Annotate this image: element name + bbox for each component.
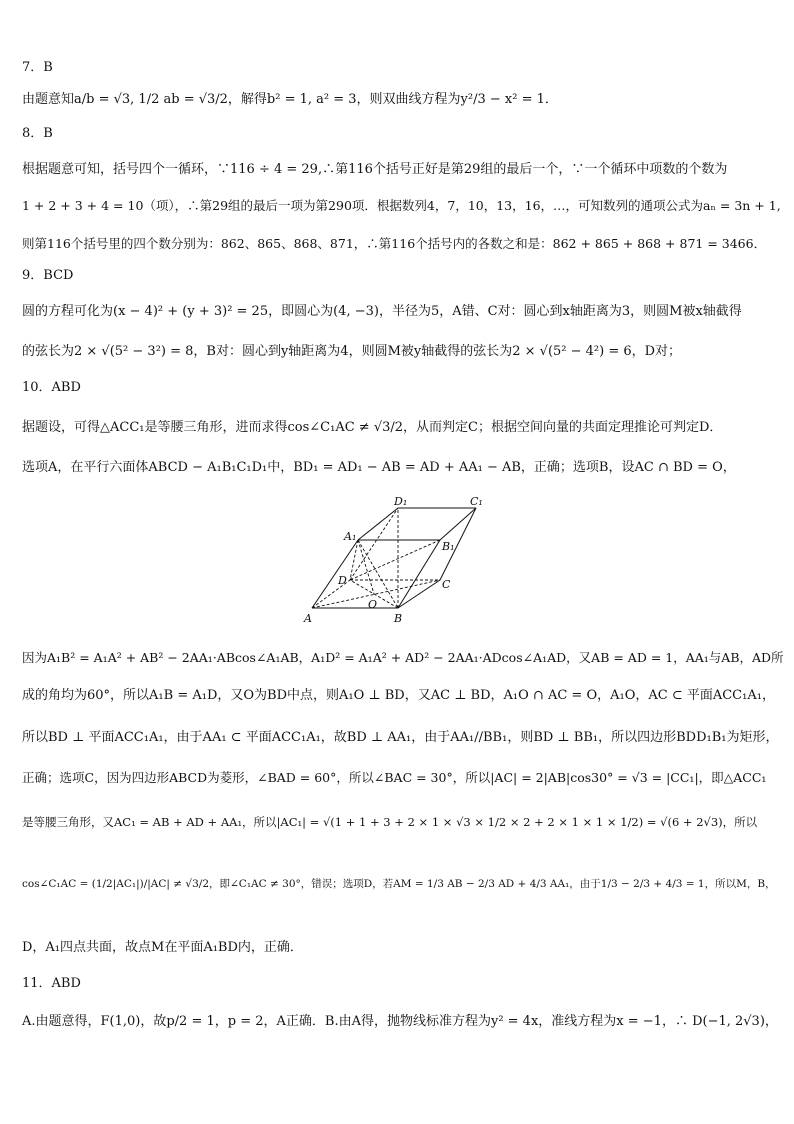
label-b: B: [394, 612, 403, 624]
answer-8-text-2: 1 + 2 + 3 + 4 = 10（项），∴第29组的最后一项为第290项．根据数列4，7，10，13，16，…，可知数列的通项公式为aₙ = 3n + 1,: [22, 198, 781, 213]
answer-7-text: 由题意知a/b = √3, 1/2 ab = √3/2，解得b² = 1, a² = 3，则双曲线方程为y²/3 − x² = 1．: [22, 92, 558, 107]
answer-10-heading: 10．ABD: [22, 380, 81, 395]
answer-11-text-1: A.由题意得，F(1,0)，故p/2 = 1，p = 2，A正确．B.由A得，抛物线标准方程为y² = 4x，准线方程为x = −1，∴ D(−1, 2√3)，: [22, 1014, 778, 1029]
answer-10-text-7: 是等腰三角形，又AC₁ = AB + AD + AA₁，所以|AC₁| = √(1 + 1 + 3 + 2 × 1 × √3 × 1/2 × 2 + 2 × 1 × 1 × 1/2) = √(6 + 2√3)，所以: [22, 815, 758, 829]
edge-c1-b1: [440, 508, 476, 540]
answer-10-text-2: 选项A，在平行六面体ABCD − A₁B₁C₁D₁中，BD₁ = AD₁ − AB = AD + AA₁ − AB，正确；选项B，设AC ∩ BD = O，: [22, 460, 736, 475]
answer-10-text-5: 所以BD ⊥ 平面ACC₁A₁，由于AA₁ ⊂ 平面ACC₁A₁，故BD ⊥ AA₁，由于AA₁//BB₁，则BD ⊥ BB₁，所以四边形BDD₁B₁为矩形，: [22, 730, 779, 745]
answer-9-heading: 9．BCD: [22, 268, 74, 283]
answer-10-text-1: 据题设，可得△ACC₁是等腰三角形，进而求得cos∠C₁AC ≠ √3/2，从而判定C；根据空间向量的共面定理推论可判定D．: [22, 420, 723, 435]
answer-8-heading: 8．B: [22, 126, 53, 141]
answer-10-text-4: 成的角均为60°，所以A₁B = A₁D，又O为BD中点，则A₁O ⊥ BD，又AC ⊥ BD，A₁O ∩ AC = O，A₁O，AC ⊂ 平面ACC₁A₁，: [22, 688, 775, 703]
label-o: O: [368, 598, 378, 611]
answer-11-heading: 11．ABD: [22, 976, 81, 991]
seg-a1-b: [358, 540, 398, 608]
answer-10-text-8: cos∠C₁AC = (1/2|AC₁|)/|AC| ≠ √3/2，即∠C₁AC ≠ 30°，错误；选项D，若AM = 1/3 AB − 2/3 AD + 4/3 AA₁，由于1/3 − 2/3 + 4/3 = 1，所以M，B，: [22, 878, 776, 890]
answer-8-text-1: 根据题意可知，括号四个一循环，∵116 ÷ 4 = 29,∴第116个括号正好是第29组的最后一个，∵一个循环中项数的个数为: [22, 162, 728, 177]
answer-10-text-3: 因为A₁B² = A₁A² + AB² − 2AA₁·ABcos∠A₁AB，A₁D² = A₁A² + AD² − 2AA₁·ADcos∠A₁AD，又AB = AD = 1，AA₁与AB，AD所: [22, 650, 784, 665]
label-c1: C₁: [470, 496, 483, 508]
edge-b-c: [398, 580, 440, 608]
edge-b-b1: [398, 540, 440, 608]
label-d: D: [338, 574, 347, 587]
label-a: A: [304, 612, 312, 624]
label-d1: D₁: [394, 496, 408, 508]
seg-a1-o: [358, 540, 374, 594]
label-b1: B₁: [442, 540, 455, 553]
answer-9-text-2: 的弦长为2 × √(5² − 3²) = 8，B对：圆心到y轴距离为4，则圆M被y轴截得的弦长为2 × √(5² − 4²) = 6，D对；: [22, 344, 682, 359]
answer-7-heading: 7．B: [22, 60, 53, 75]
edge-a-a1: [312, 540, 358, 608]
answer-10-text-6: 正确；选项C，因为四边形ABCD为菱形，∠BAD = 60°，所以∠BAC = 30°，所以|AC| = 2|AB|cos30° = √3 = |CC₁|，即△ACC₁: [22, 770, 767, 785]
label-c: C: [442, 578, 451, 591]
edge-a1-d1: [358, 508, 398, 540]
label-a1: A₁: [344, 530, 357, 543]
parallelepiped-figure: [300, 496, 500, 624]
answer-8-text-3: 则第116个括号里的四个数分别为：862、865、868、871，∴第116个括号内的各数之和是：862 + 865 + 868 + 871 = 3466．: [22, 236, 767, 251]
answer-9-text-1: 圆的方程可化为(x − 4)² + (y + 3)² = 25，即圆心为(4, −3)，半径为5，A错、C对：圆心到x轴距离为3，则圆M被x轴截得: [22, 304, 742, 319]
answer-10-text-9: D，A₁四点共面，故点M在平面A₁BD内，正确．: [22, 940, 303, 955]
